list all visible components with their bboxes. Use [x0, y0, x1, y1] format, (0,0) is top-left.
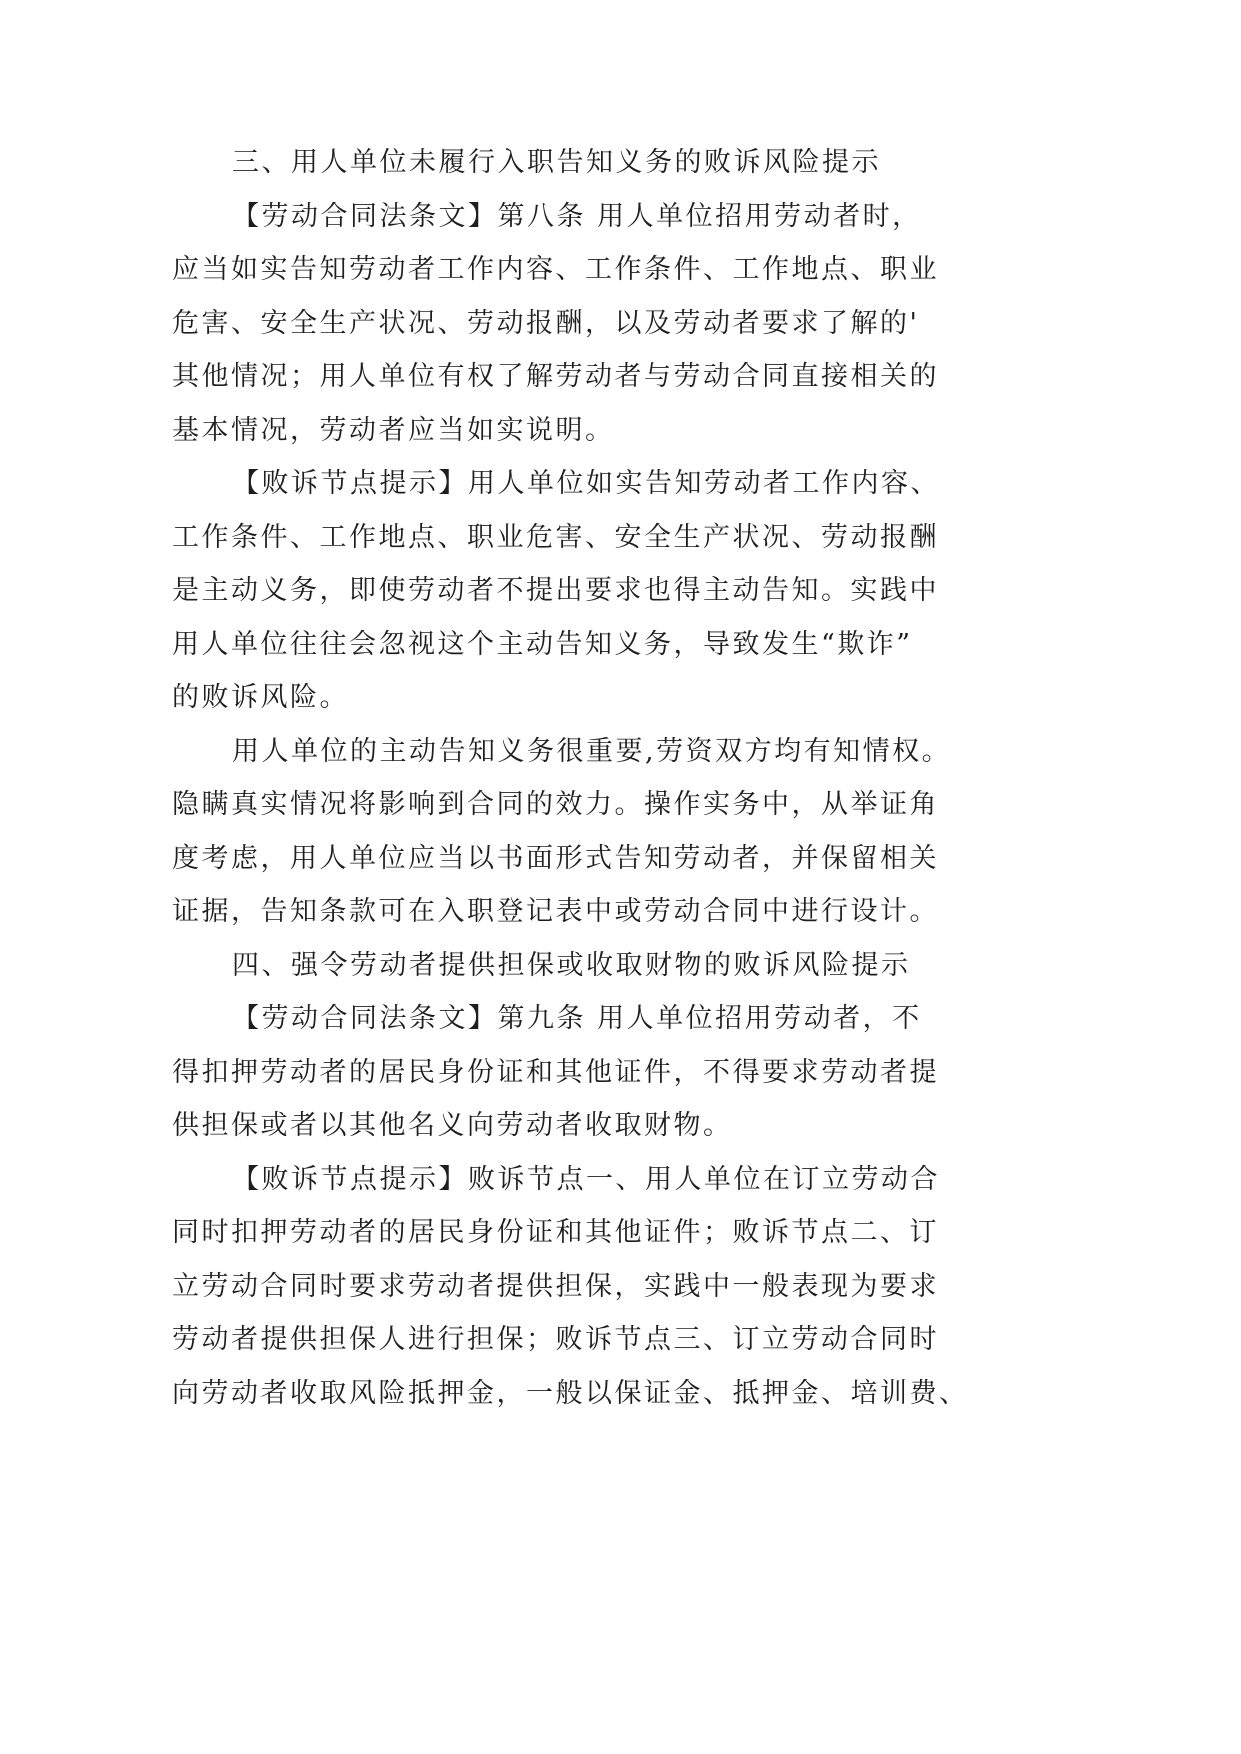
text-line: 度考虑，用人单位应当以书面形式告知劳动者，并保留相关 [172, 842, 939, 874]
text-line: 立劳动合同时要求劳动者提供担保，实践中一般表现为要求 [172, 1270, 939, 1302]
text-line: 供担保或者以其他名义向劳动者收取财物。 [172, 1110, 733, 1141]
paragraph-law-article-8 [172, 190, 992, 458]
text-line: 危害、安全生产状况、劳动报酬，以及劳动者要求了解的' [172, 307, 920, 339]
text-line: 工作条件、工作地点、职业危害、安全生产状况、劳动报酬 [172, 521, 939, 553]
text-line: 得扣押劳动者的居民身份证和其他证件，不得要求劳动者提 [172, 1056, 939, 1088]
paragraph-risk-note-2 [172, 1153, 992, 1421]
text-line: 向劳动者收取风险抵押金，一般以保证金、抵押金、培训费、 [172, 1377, 969, 1409]
text-line: 证据，告知条款可在入职登记表中或劳动合同中进行设计。 [172, 896, 939, 927]
text-line: 应当如实告知劳动者工作内容、工作条件、工作地点、职业 [172, 254, 939, 285]
text-line: 其他情况；用人单位有权了解劳动者与劳动合同直接相关的 [172, 361, 939, 392]
text-line: 用人单位的主动告知义务很重要,劳资双方均有知情权。 [232, 735, 952, 767]
document-body [172, 136, 992, 1420]
text-line: 【败诉节点提示】用人单位如实告知劳动者工作内容、 [232, 468, 940, 499]
heading-line: 三、用人单位未履行入职告知义务的败诉风险提示 [232, 147, 881, 178]
paragraph-law-article-9 [172, 992, 992, 1153]
section-heading-3 [172, 136, 992, 190]
paragraph-practice-advice [172, 725, 992, 939]
text-line: 的败诉风险。 [172, 682, 349, 713]
text-line: 同时扣押劳动者的居民身份证和其他证件；败诉节点二、订 [172, 1217, 939, 1248]
text-line: 隐瞒真实情况将影响到合同的效力。操作实务中，从举证角 [172, 789, 939, 820]
text-line: 劳动者提供担保人进行担保；败诉节点三、订立劳动合同时 [172, 1324, 939, 1355]
text-line: 【败诉节点提示】败诉节点一、用人单位在订立劳动合 [232, 1163, 940, 1195]
text-line: 是主动义务，即使劳动者不提出要求也得主动告知。实践中 [172, 575, 939, 606]
paragraph-risk-note-1 [172, 457, 992, 725]
heading-line: 四、强令劳动者提供担保或收取财物的败诉风险提示 [232, 949, 911, 981]
text-line: 【劳动合同法条文】第八条 用人单位招用劳动者时， [232, 200, 922, 232]
text-line: 用人单位往往会忽视这个主动告知义务，导致发生“欺诈” [172, 628, 913, 660]
text-line: 基本情况，劳动者应当如实说明。 [172, 414, 615, 446]
text-line: 【劳动合同法条文】第九条 用人单位招用劳动者，不 [232, 1003, 922, 1034]
section-heading-4 [172, 939, 992, 993]
